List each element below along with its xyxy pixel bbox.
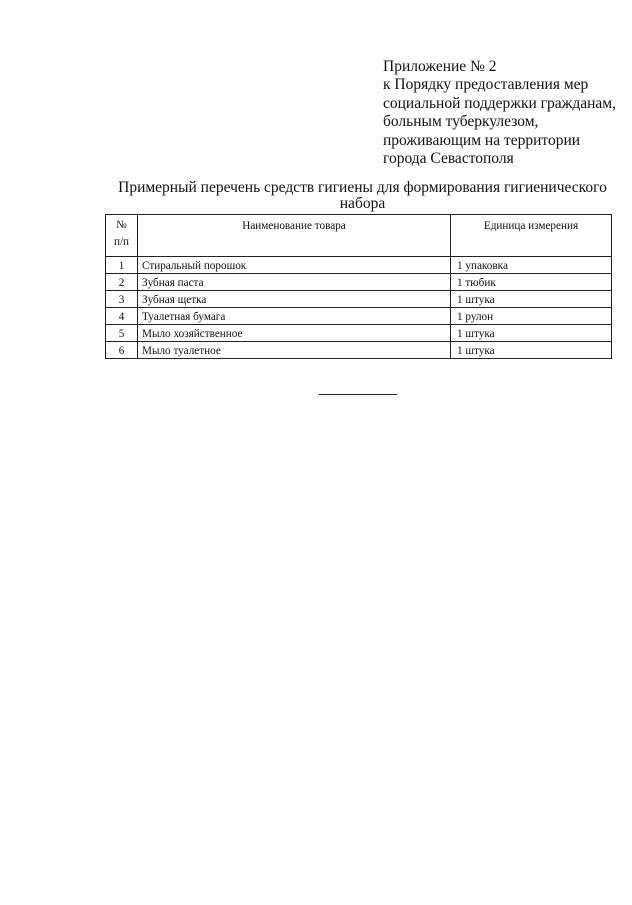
appendix-reference-line: к Порядку предоставления мер <box>383 76 589 94</box>
row-unit: 1 штука <box>451 291 612 308</box>
header-number-abbrev: п/п <box>113 236 130 248</box>
appendix-reference-line: города Севастополя <box>383 150 514 168</box>
row-number: 5 <box>106 325 138 342</box>
document-title-line: набора <box>339 195 386 212</box>
row-product-name: Стиральный порошок <box>138 257 451 274</box>
table-header-row <box>106 215 612 257</box>
appendix-reference-line: больным туберкулезом, <box>383 113 539 131</box>
appendix-reference-line: проживающим на территории <box>383 131 581 149</box>
row-product-name: Зубная паста <box>138 274 451 291</box>
table-row <box>106 342 612 359</box>
row-unit: 1 тюбик <box>451 274 612 291</box>
header-number <box>106 215 138 257</box>
table-row <box>106 274 612 291</box>
table-row <box>106 308 612 325</box>
appendix-block <box>383 58 616 168</box>
header-product-name: Наименование товара <box>138 215 451 257</box>
row-number: 1 <box>106 257 138 274</box>
table-row <box>106 325 612 342</box>
header-unit: Единица измерения <box>451 215 612 257</box>
row-product-name: Мыло хозяйственное <box>138 325 451 342</box>
row-number: 6 <box>106 342 138 359</box>
row-number: 4 <box>106 308 138 325</box>
row-number: 2 <box>106 274 138 291</box>
row-unit: 1 упаковка <box>451 257 612 274</box>
row-unit: 1 рулон <box>451 308 612 325</box>
appendix-number: Приложение № 2 <box>383 58 497 75</box>
document-title <box>90 180 632 212</box>
row-product-name: Туалетная бумага <box>138 308 451 325</box>
table-row <box>106 291 612 308</box>
document-title-line: Примерный перечень средств гигиены для формирования гигиенического <box>118 179 607 196</box>
row-number: 3 <box>106 291 138 308</box>
table-row <box>106 257 612 274</box>
appendix-reference-line: социальной поддержки гражданам, <box>383 94 616 112</box>
hygiene-items-table <box>105 214 612 359</box>
row-unit: 1 штука <box>451 325 612 342</box>
row-product-name: Мыло туалетное <box>138 342 451 359</box>
closing-divider-line <box>319 394 397 395</box>
row-unit: 1 штука <box>451 342 612 359</box>
row-product-name: Зубная щетка <box>138 291 451 308</box>
header-number-symbol: № <box>116 219 127 231</box>
